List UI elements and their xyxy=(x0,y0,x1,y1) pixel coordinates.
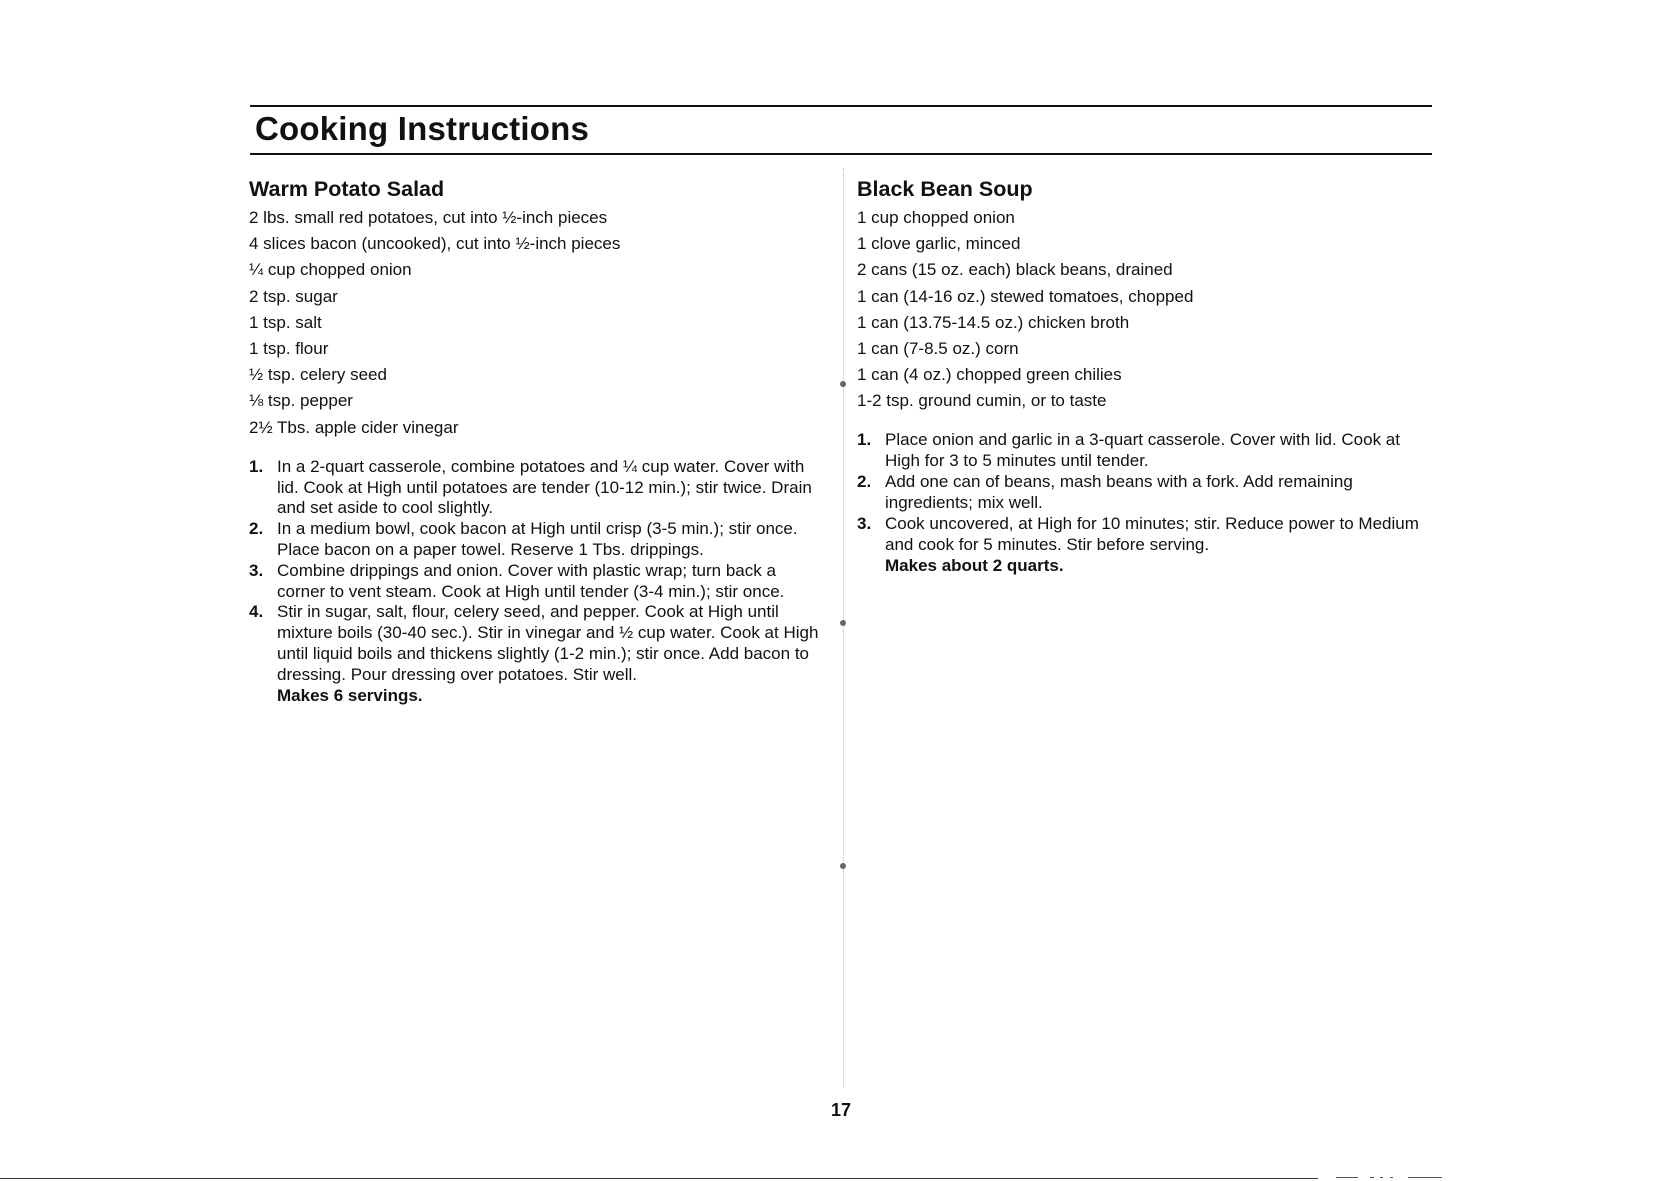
ingredient-item: 1 can (7-8.5 oz.) corn xyxy=(857,339,1019,359)
ingredient-item: 1-2 tsp. ground cumin, or to taste xyxy=(857,391,1107,411)
step-number: 3. xyxy=(857,513,872,533)
binding-hole-mark xyxy=(840,863,846,869)
ingredient-item: 1 tsp. flour xyxy=(249,339,329,359)
page-header xyxy=(250,105,1432,155)
binding-hole-mark xyxy=(840,620,846,626)
step-number: 2. xyxy=(857,471,872,491)
recipe-title: Warm Potato Salad xyxy=(249,177,445,201)
step-item xyxy=(857,471,1437,513)
step-number: 4. xyxy=(249,602,264,622)
yield-note: Makes about 2 quarts. xyxy=(885,555,1064,575)
step-number: 1. xyxy=(857,429,872,449)
ingredient-item: ½ tsp. celery seed xyxy=(249,365,387,385)
step-text: Stir in sugar, salt, flour, celery seed, and pepper. Cook at High until mixture boils (30-40 sec.). Stir in vinegar and ½ cup water. Cook at High until liquid boils and thickens slightly (1-2 min.); stir once. Add bacon to dressing. Pour dressing over potatoes. Stir well. xyxy=(277,602,819,684)
step-list xyxy=(249,457,819,707)
step-text: Combine drippings and onion. Cover with plastic wrap; turn back a corner to vent steam. Cook at High until tender (3-4 min.); stir once. xyxy=(277,560,785,601)
yield-note: Makes 6 servings. xyxy=(277,685,423,705)
page-number: 17 xyxy=(830,1100,852,1120)
step-item xyxy=(249,602,819,706)
column-divider xyxy=(843,168,844,1088)
ingredient-item: 2 tsp. sugar xyxy=(249,286,338,306)
step-text: Cook uncovered, at High for 10 minutes; stir. Reduce power to Medium and cook for 5 minutes. Stir before serving. xyxy=(885,513,1419,554)
ingredient-item: ¼ cup chopped onion xyxy=(249,260,412,280)
recipe-black-bean-soup xyxy=(857,176,1437,576)
ingredient-item: 4 slices bacon (uncooked), cut into ½-inch pieces xyxy=(249,234,621,254)
step-item xyxy=(249,457,819,519)
ingredient-item: 1 clove garlic, minced xyxy=(857,234,1021,254)
step-item xyxy=(249,561,819,603)
print-marks xyxy=(1336,1177,1456,1178)
step-item xyxy=(857,513,1437,576)
recipe-warm-potato-salad xyxy=(249,176,819,706)
step-text: In a 2-quart casserole, combine potatoes and ¼ cup water. Cover with lid. Cook at High until potatoes are tender (10-12 min.); stir twice. Drain and set aside to cool slightly. xyxy=(277,456,812,518)
step-text: Add one can of beans, mash beans with a fork. Add remaining ingredients; mix well. xyxy=(885,471,1353,512)
page-title: Cooking Instructions xyxy=(255,110,589,147)
ingredient-item: 1 can (14-16 oz.) stewed tomatoes, chopped xyxy=(857,286,1194,306)
binding-hole-mark xyxy=(840,381,846,387)
ingredient-list xyxy=(857,205,1437,415)
step-number: 2. xyxy=(249,519,264,539)
step-list xyxy=(857,429,1437,576)
ingredient-item: 1 can (13.75-14.5 oz.) chicken broth xyxy=(857,312,1130,332)
ingredient-item: 1 cup chopped onion xyxy=(857,208,1015,227)
recipe-title: Black Bean Soup xyxy=(857,177,1033,201)
ingredient-item: ⅛ tsp. pepper xyxy=(249,391,353,411)
step-number: 3. xyxy=(249,560,264,580)
ingredient-item: 1 can (4 oz.) chopped green chilies xyxy=(857,365,1122,385)
bottom-rule xyxy=(0,1178,1318,1179)
step-number: 1. xyxy=(249,456,264,476)
ingredient-item: 2½ Tbs. apple cider vinegar xyxy=(249,417,459,437)
step-text: In a medium bowl, cook bacon at High until crisp (3-5 min.); stir once. Place bacon on a paper towel. Reserve 1 Tbs. drippings. xyxy=(277,519,798,560)
ingredient-list xyxy=(249,205,819,441)
ingredient-item: 1 tsp. salt xyxy=(249,312,322,332)
ingredient-item: 2 lbs. small red potatoes, cut into ½-inch pieces xyxy=(249,208,608,227)
step-item xyxy=(249,519,819,561)
step-item xyxy=(857,429,1437,471)
ingredient-item: 2 cans (15 oz. each) black beans, drained xyxy=(857,260,1173,280)
step-text: Place onion and garlic in a 3-quart casserole. Cover with lid. Cook at High for 3 to 5 minutes until tender. xyxy=(885,429,1400,470)
